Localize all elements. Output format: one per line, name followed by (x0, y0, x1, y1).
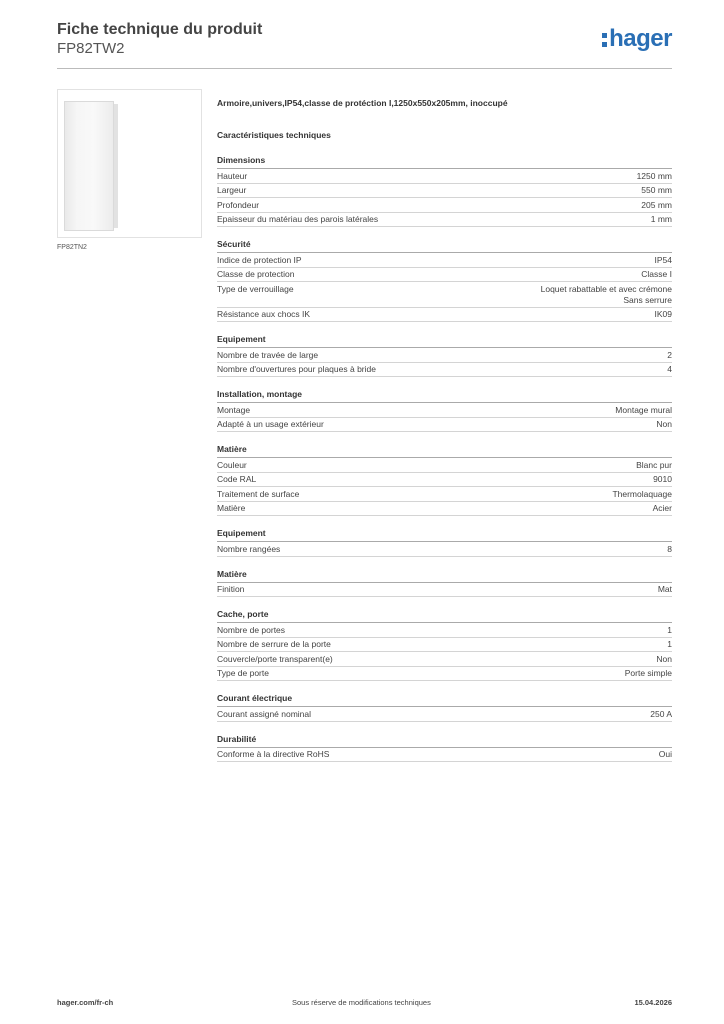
spec-row (217, 213, 672, 228)
spec-label: Matière (217, 503, 246, 513)
section-title: Matière (217, 568, 672, 583)
spec-label: Indice de protection IP (217, 254, 302, 265)
spec-label: Profondeur (217, 199, 260, 210)
spec-value: 8 (667, 543, 672, 554)
product-reference: FP82TW2 (57, 40, 125, 57)
spec-value: Oui (658, 749, 672, 759)
spec-row (217, 748, 672, 763)
spec-section (217, 154, 672, 227)
spec-row (217, 348, 672, 363)
spec-label: Conforme à la directive RoHS (217, 749, 330, 759)
spec-value: 2 (667, 349, 672, 360)
spec-value: 1 (667, 639, 672, 649)
header-divider (57, 68, 672, 69)
page-title: Fiche technique du produit (57, 21, 263, 38)
spec-value: IP54 (654, 254, 672, 265)
spec-row (217, 623, 672, 638)
spec-label: Type de verrouillage (217, 283, 294, 294)
spec-row (217, 638, 672, 653)
footer-website: hager.com/fr-ch (57, 998, 114, 1007)
spec-label: Nombre d'ouvertures pour plaques à bride (217, 364, 376, 374)
spec-value: 1 (667, 624, 672, 635)
spec-label: Couleur (217, 459, 247, 470)
spec-value: Classe I (641, 269, 672, 279)
footer-date: 15.04.2026 (634, 998, 672, 1007)
spec-row (217, 308, 672, 323)
spec-row (217, 169, 672, 184)
spec-value: Loquet rabattable et avec crémone Sans serrure (540, 283, 672, 305)
logo-mark-icon (602, 33, 608, 47)
hager-logo (602, 26, 672, 52)
spec-section (217, 527, 672, 557)
spec-label: Courant assigné nominal (217, 708, 312, 719)
spec-value: 205 mm (641, 199, 672, 210)
page-header (57, 20, 672, 58)
section-title: Cache, porte (217, 608, 672, 623)
spec-section (217, 608, 672, 681)
spec-row (217, 458, 672, 473)
spec-label: Nombre rangées (217, 543, 281, 554)
spec-value: Acier (652, 503, 672, 513)
spec-section (217, 443, 672, 516)
section-title: Equipement (217, 527, 672, 542)
spec-row (217, 502, 672, 517)
spec-row (217, 268, 672, 283)
spec-label: Nombre de portes (217, 624, 286, 635)
spec-value: 1 mm (650, 214, 672, 224)
spec-label: Montage (217, 404, 251, 415)
spec-row (217, 282, 672, 308)
spec-value: 550 mm (641, 185, 672, 195)
section-title: Equipement (217, 333, 672, 348)
spec-section (217, 733, 672, 763)
spec-row (217, 403, 672, 418)
spec-value: IK09 (654, 309, 672, 319)
spec-row (217, 487, 672, 502)
spec-value: Montage mural (615, 404, 672, 415)
spec-row (217, 253, 672, 268)
spec-label: Finition (217, 584, 245, 594)
spec-label: Adapté à un usage extérieur (217, 419, 324, 429)
spec-value: Non (656, 419, 672, 429)
spec-row (217, 363, 672, 378)
specifications-heading: Caractéristiques techniques (217, 130, 331, 140)
spec-value: Blanc pur (636, 459, 672, 470)
cabinet-illustration (64, 101, 114, 231)
spec-label: Classe de protection (217, 269, 295, 279)
spec-label: Résistance aux chocs IK (217, 309, 311, 319)
section-title: Courant électrique (217, 692, 672, 707)
spec-row (217, 707, 672, 722)
spec-value: Non (656, 653, 672, 664)
section-title: Durabilité (217, 733, 672, 748)
logo-text: hager (609, 25, 672, 52)
spec-section (217, 692, 672, 722)
product-image (57, 89, 202, 238)
spec-label: Couvercle/porte transparent(e) (217, 653, 333, 664)
spec-sections (217, 154, 672, 762)
spec-section (217, 388, 672, 432)
spec-row (217, 198, 672, 213)
spec-row (217, 473, 672, 488)
spec-section (217, 333, 672, 377)
spec-label: Largeur (217, 185, 247, 195)
spec-row (217, 184, 672, 199)
spec-row (217, 583, 672, 598)
spec-content (217, 97, 672, 762)
spec-row (217, 667, 672, 682)
spec-label: Hauteur (217, 170, 248, 181)
spec-value: 250 A (650, 708, 672, 719)
spec-value: 9010 (653, 474, 672, 484)
spec-value: Porte simple (624, 668, 672, 678)
spec-value: Thermolaquage (612, 488, 672, 499)
section-title: Installation, montage (217, 388, 672, 403)
spec-value: 4 (667, 364, 672, 374)
product-description: Armoire,univers,IP54,classe de protéction I,1250x550x205mm, inoccupé (217, 98, 508, 108)
spec-value: 1250 mm (636, 170, 672, 181)
spec-label: Nombre de serrure de la porte (217, 639, 331, 649)
footer-disclaimer: Sous réserve de modifications techniques (292, 998, 431, 1007)
spec-label: Nombre de travée de large (217, 349, 319, 360)
section-title: Dimensions (217, 154, 672, 169)
image-caption: FP82TN2 (57, 244, 87, 251)
section-title: Sécurité (217, 238, 672, 253)
spec-label: Code RAL (217, 474, 257, 484)
spec-section (217, 568, 672, 598)
spec-row (217, 542, 672, 557)
section-title: Matière (217, 443, 672, 458)
spec-label: Epaisseur du matériau des parois latérales (217, 214, 379, 224)
spec-value: Mat (657, 584, 672, 594)
spec-label: Traitement de surface (217, 488, 300, 499)
spec-row (217, 652, 672, 667)
spec-section (217, 238, 672, 322)
spec-label: Type de porte (217, 668, 269, 678)
spec-row (217, 418, 672, 433)
